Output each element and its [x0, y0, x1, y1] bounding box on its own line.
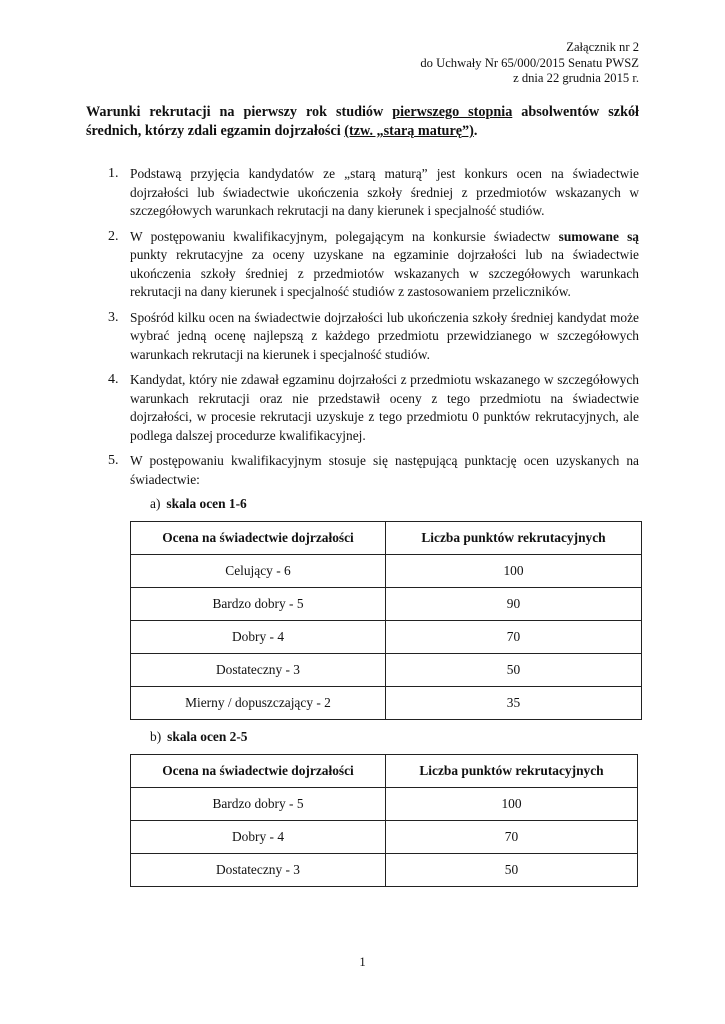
- column-header-grade: Ocena na świadectwie dojrzałości: [131, 755, 386, 788]
- header-resolution: do Uchwały Nr 65/000/2015 Senatu PWSZ: [420, 55, 639, 70]
- document-header: [420, 40, 639, 87]
- points-cell: 100: [386, 788, 638, 821]
- points-cell: 35: [386, 687, 642, 720]
- grade-cell: Celujący - 6: [131, 555, 386, 588]
- points-cell: 50: [386, 854, 638, 887]
- list-item: [86, 371, 639, 445]
- table-row: [131, 821, 638, 854]
- column-header-points: Liczba punktów rekrutacyjnych: [386, 755, 638, 788]
- item-number: 1.: [108, 166, 119, 181]
- list-item: [86, 228, 639, 302]
- points-cell: 100: [386, 555, 642, 588]
- header-attachment: Załącznik nr 2: [566, 40, 639, 54]
- table-row: [131, 788, 638, 821]
- item-text: W postępowaniu kwalifikacyjnym stosuje się następującą punktację ocen uzyskanych na świadectwie:: [130, 453, 639, 487]
- grade-cell: Dostateczny - 3: [131, 854, 386, 887]
- points-cell: 70: [386, 821, 638, 854]
- list-item: [86, 309, 639, 365]
- table-row: [131, 687, 642, 720]
- item-text: Kandydat, który nie zdawał egzaminu dojrzałości z przedmiotu wskazanego w szczegółowych warunkach rekrutacji oraz nie przedstawił oceny z tego przedmiotu na świadectwie dojrzałości, w procesie rekrutacji uzyskuje z tego przedmiotu 0 punktów rekrutacyjnych, ale podlega dalszej procedurze kwalifikacyjnej.: [130, 372, 639, 443]
- item-number: 5.: [108, 453, 119, 468]
- grade-cell: Dobry - 4: [131, 621, 386, 654]
- scale-a-table: [130, 521, 642, 720]
- grade-cell: Dostateczny - 3: [131, 654, 386, 687]
- item-text-bold: sumowane są: [558, 228, 639, 244]
- scale-a-label: a): [150, 496, 161, 511]
- grade-cell: Bardzo dobry - 5: [131, 588, 386, 621]
- table-row: [131, 555, 642, 588]
- item-number: 3.: [108, 309, 119, 325]
- points-cell: 90: [386, 588, 642, 621]
- title-underlined-2: (tzw. „starą maturę”): [344, 123, 474, 139]
- grade-cell: Mierny / dopuszczający - 2: [131, 687, 386, 720]
- points-cell: 50: [386, 654, 642, 687]
- list-item: [86, 165, 639, 221]
- scale-b-title: skala ocen 2-5: [167, 729, 248, 744]
- table-row: [131, 621, 642, 654]
- column-header-points: Liczba punktów rekrutacyjnych: [386, 522, 642, 555]
- conditions-list: [86, 165, 639, 496]
- grade-cell: Dobry - 4: [131, 821, 386, 854]
- item-text: Spośród kilku ocen na świadectwie dojrzałości lub ukończenia szkoły średniej kandydat może wybrać jedną ocenę najlepszą z każdego przedmiotu przewidzianego w szczegółowych warunkach rekrutacji na kierunek i specjalność studiów.: [130, 309, 639, 362]
- scale-a-title: skala ocen 1-6: [166, 496, 247, 511]
- title-part-3: .: [473, 123, 478, 139]
- list-item: [86, 452, 639, 489]
- table-header-row: [131, 522, 642, 555]
- item-number: 4.: [108, 372, 119, 387]
- scale-a-heading: [150, 496, 247, 512]
- title-part-1: Warunki rekrutacji na pierwszy rok studiów: [86, 104, 393, 120]
- header-date: z dnia 22 grudnia 2015 r.: [513, 71, 639, 86]
- page-number: 1: [359, 955, 366, 969]
- grade-cell: Bardzo dobry - 5: [131, 788, 386, 821]
- scale-b-table: [130, 754, 638, 887]
- document-title: [86, 103, 639, 141]
- table-row: [131, 854, 638, 887]
- points-cell: 70: [386, 621, 642, 654]
- item-text-before: W postępowaniu kwalifikacyjnym, polegającym na konkursie świadectw: [130, 228, 559, 244]
- item-text: Podstawą przyjęcia kandydatów ze „starą maturą” jest konkurs ocen na świadectwie dojrzałości lub świadectwie ukończenia szkoły średniej z przedmiotów wskazanych w szczegółowych warunkach rekrutacji na dany kierunek i specjalność studiów.: [130, 166, 639, 218]
- table-row: [131, 588, 642, 621]
- scale-b-heading: [150, 729, 248, 745]
- column-header-grade: Ocena na świadectwie dojrzałości: [131, 522, 386, 555]
- title-part-2: absolwentów szkół średnich, którzy zdali egzamin dojrzałości: [86, 104, 639, 139]
- table-header-row: [131, 755, 638, 788]
- item-number: 2.: [108, 228, 119, 244]
- scale-b-label: b): [150, 729, 162, 744]
- title-underlined-1: pierwszego stopnia: [392, 104, 513, 120]
- table-row: [131, 654, 642, 687]
- item-text-after: punkty rekrutacyjne za oceny uzyskane na egzaminie dojrzałości lub na świadectwie ukończenia szkoły średniej z przedmiotów wskazanych w szczegółowych warunkach rekrutacji na dany kierunek i specjalność studiów z zastosowaniem przeliczników.: [130, 247, 639, 299]
